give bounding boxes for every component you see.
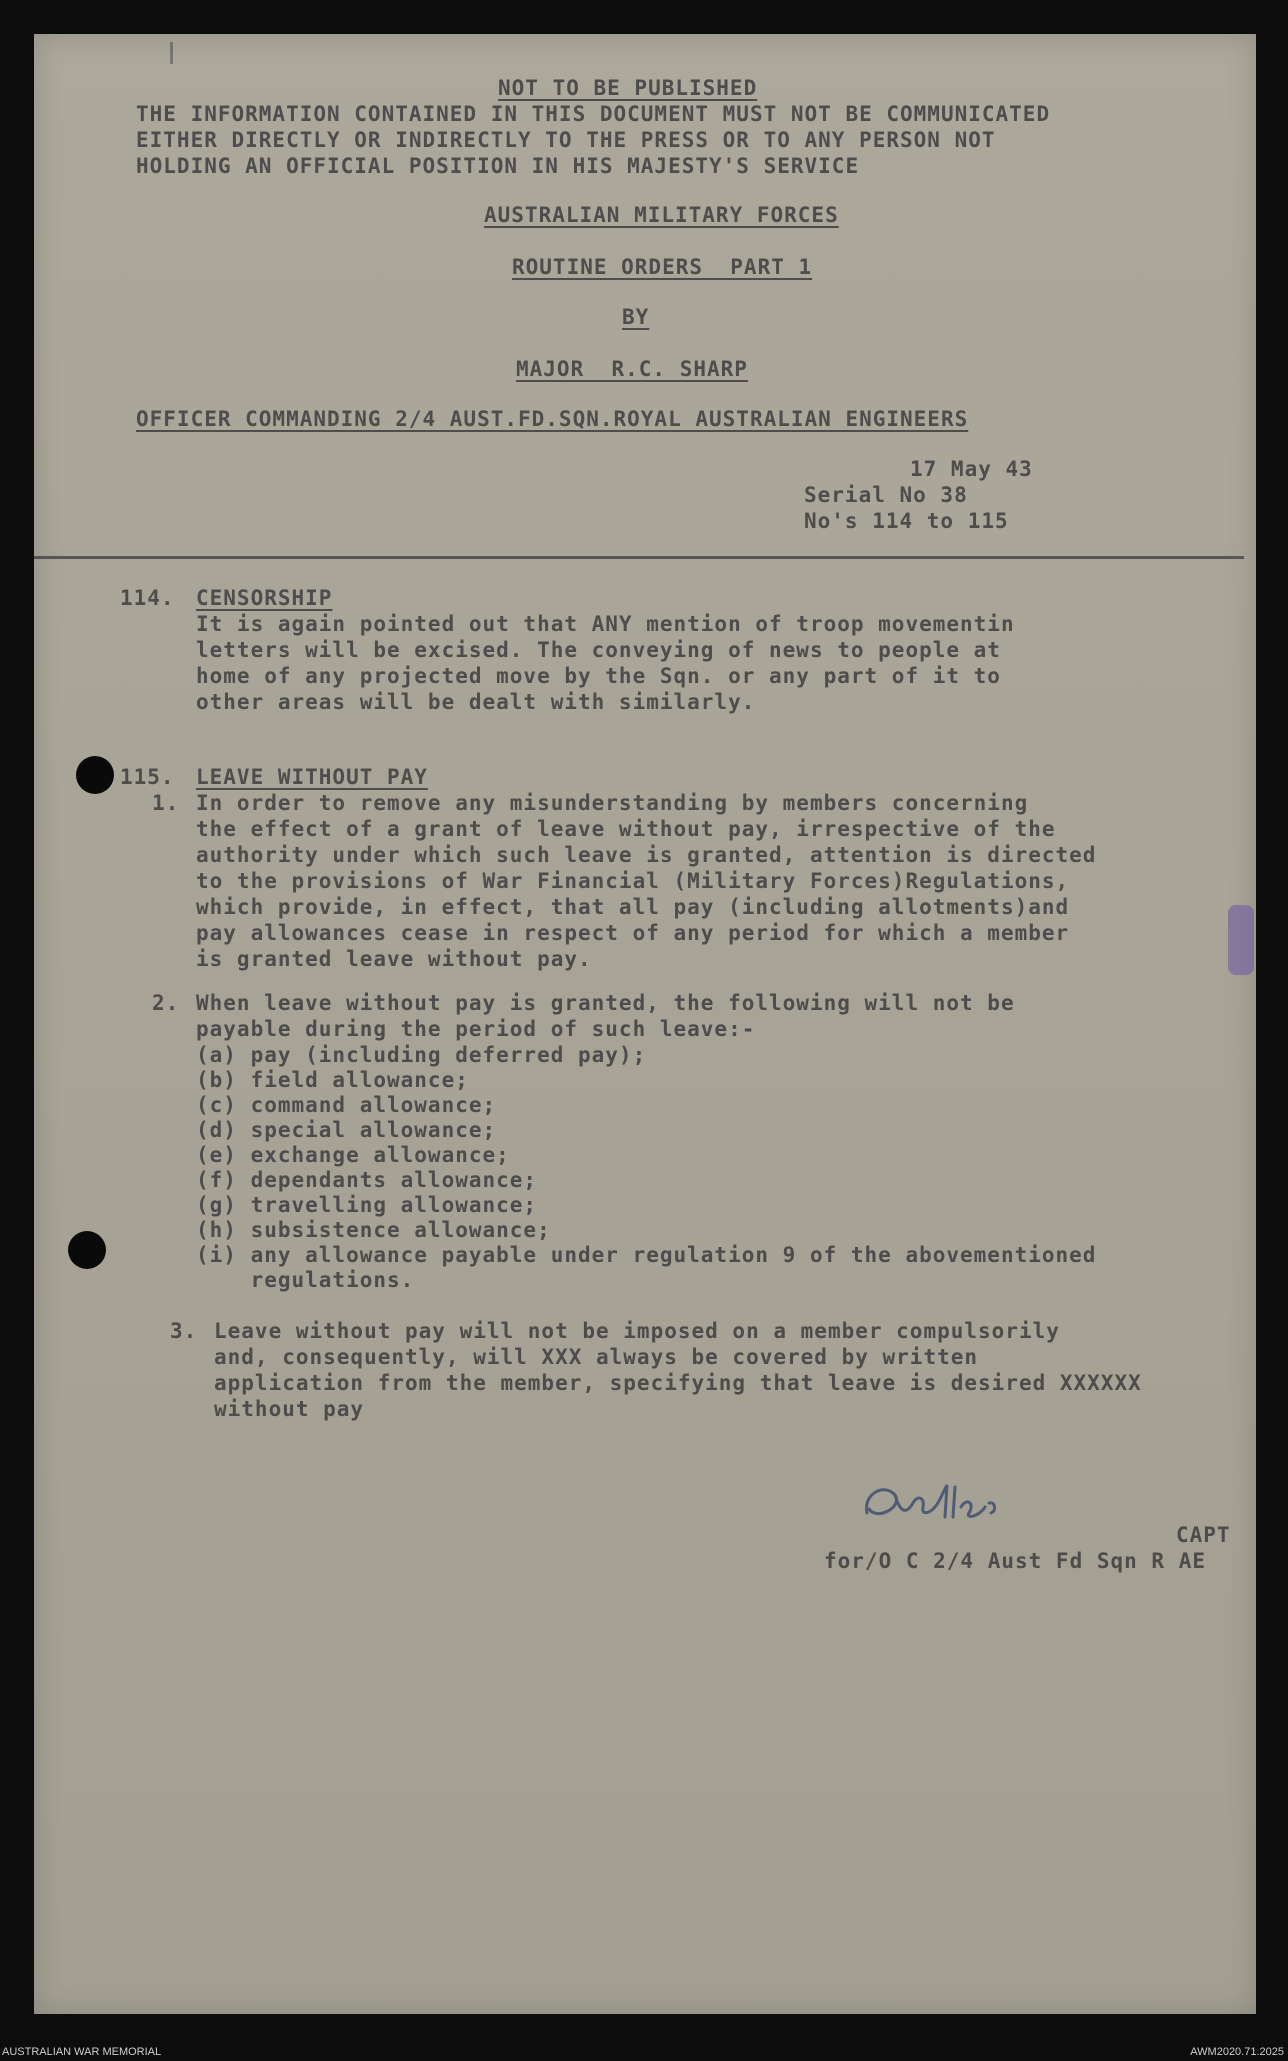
para-3-line: Leave without pay will not be imposed on a member compulsorily bbox=[214, 1319, 1060, 1343]
para-1-line: In order to remove any misunderstanding by members concerning bbox=[196, 791, 1029, 815]
para-1-number: 1. bbox=[152, 791, 180, 815]
ink-stamp-mark bbox=[1228, 905, 1254, 975]
by-line: BY bbox=[622, 305, 650, 329]
para-3-line: application from the member, specifying that leave is desired XXXXXX bbox=[214, 1371, 1142, 1395]
footer-accession-number: AWM2020.71.2025 bbox=[1190, 2046, 1284, 2058]
order-115-number: 115. bbox=[120, 765, 175, 789]
restriction-title: NOT TO BE PUBLISHED bbox=[498, 76, 758, 100]
para-2-number: 2. bbox=[152, 991, 180, 1015]
list-item-i-cont: regulations. bbox=[196, 1268, 415, 1292]
para-1-line: authority under which such leave is granted, attention is directed bbox=[196, 843, 1097, 867]
list-item-f: (f) dependants allowance; bbox=[196, 1168, 538, 1192]
para-3-line: and, consequently, will XXX always be covered by written bbox=[214, 1345, 979, 1369]
paper-mark bbox=[170, 42, 173, 64]
para-1-line: which provide, in effect, that all pay (including allotments)and bbox=[196, 895, 1070, 919]
list-item-i: (i) any allowance payable under regulation 9 of the abovementioned bbox=[196, 1243, 1097, 1267]
list-item-b: (b) field allowance; bbox=[196, 1068, 469, 1092]
para-1-line: is granted leave without pay. bbox=[196, 947, 592, 971]
para-2-line: When leave without pay is granted, the following will not be bbox=[196, 991, 1015, 1015]
serial-number: Serial No 38 bbox=[804, 483, 968, 507]
handwritten-signature bbox=[855, 1473, 1065, 1533]
signature-rank: CAPT bbox=[1176, 1523, 1231, 1547]
restriction-line-2: EITHER DIRECTLY OR INDIRECTLY TO THE PRESS OR TO ANY PERSON NOT bbox=[136, 128, 996, 152]
para-3-number: 3. bbox=[170, 1319, 198, 1343]
punch-hole bbox=[76, 756, 114, 794]
para-2-line: payable during the period of such leave:- bbox=[196, 1017, 756, 1041]
footer-institution: AUSTRALIAN WAR MEMORIAL bbox=[2, 2046, 162, 2058]
org-title: AUSTRALIAN MILITARY FORCES bbox=[484, 203, 839, 227]
signature-for-line: for/O C 2/4 Aust Fd Sqn R AE bbox=[824, 1549, 1207, 1573]
restriction-line-3: HOLDING AN OFFICIAL POSITION IN HIS MAJESTY'S SERVICE bbox=[136, 154, 860, 178]
order-114-line: home of any projected move by the Sqn. or any part of it to bbox=[196, 664, 1001, 688]
list-item-e: (e) exchange allowance; bbox=[196, 1143, 510, 1167]
order-114-line: letters will be excised. The conveying of news to people at bbox=[196, 638, 1001, 662]
order-114-title: CENSORSHIP bbox=[196, 586, 333, 610]
order-114-line: It is again pointed out that ANY mention of troop movementin bbox=[196, 612, 1015, 636]
appointment: OFFICER COMMANDING 2/4 AUST.FD.SQN.ROYAL AUSTRALIAN ENGINEERS bbox=[136, 407, 969, 431]
para-1-line: pay allowances cease in respect of any period for which a member bbox=[196, 921, 1070, 945]
order-115-title: LEAVE WITHOUT PAY bbox=[196, 765, 428, 789]
list-item-a: (a) pay (including deferred pay); bbox=[196, 1043, 647, 1067]
commander: MAJOR R.C. SHARP bbox=[516, 357, 748, 381]
para-3-line: without pay bbox=[214, 1397, 365, 1421]
order-numbers: No's 114 to 115 bbox=[804, 509, 1009, 533]
para-1-line: the effect of a grant of leave without pay, irrespective of the bbox=[196, 817, 1056, 841]
restriction-line-1: THE INFORMATION CONTAINED IN THIS DOCUMENT MUST NOT BE COMMUNICATED bbox=[136, 102, 1051, 126]
list-item-g: (g) travelling allowance; bbox=[196, 1193, 538, 1217]
order-114-line: other areas will be dealt with similarly. bbox=[196, 690, 756, 714]
list-item-c: (c) command allowance; bbox=[196, 1093, 497, 1117]
divider-rule bbox=[34, 556, 1244, 559]
para-1-line: to the provisions of War Financial (Military Forces)Regulations, bbox=[196, 869, 1070, 893]
order-date: 17 May 43 bbox=[910, 457, 1033, 481]
list-item-h: (h) subsistence allowance; bbox=[196, 1218, 551, 1242]
order-type: ROUTINE ORDERS PART 1 bbox=[512, 255, 813, 279]
punch-hole bbox=[68, 1231, 106, 1269]
list-item-d: (d) special allowance; bbox=[196, 1118, 497, 1142]
order-114-number: 114. bbox=[120, 586, 175, 610]
